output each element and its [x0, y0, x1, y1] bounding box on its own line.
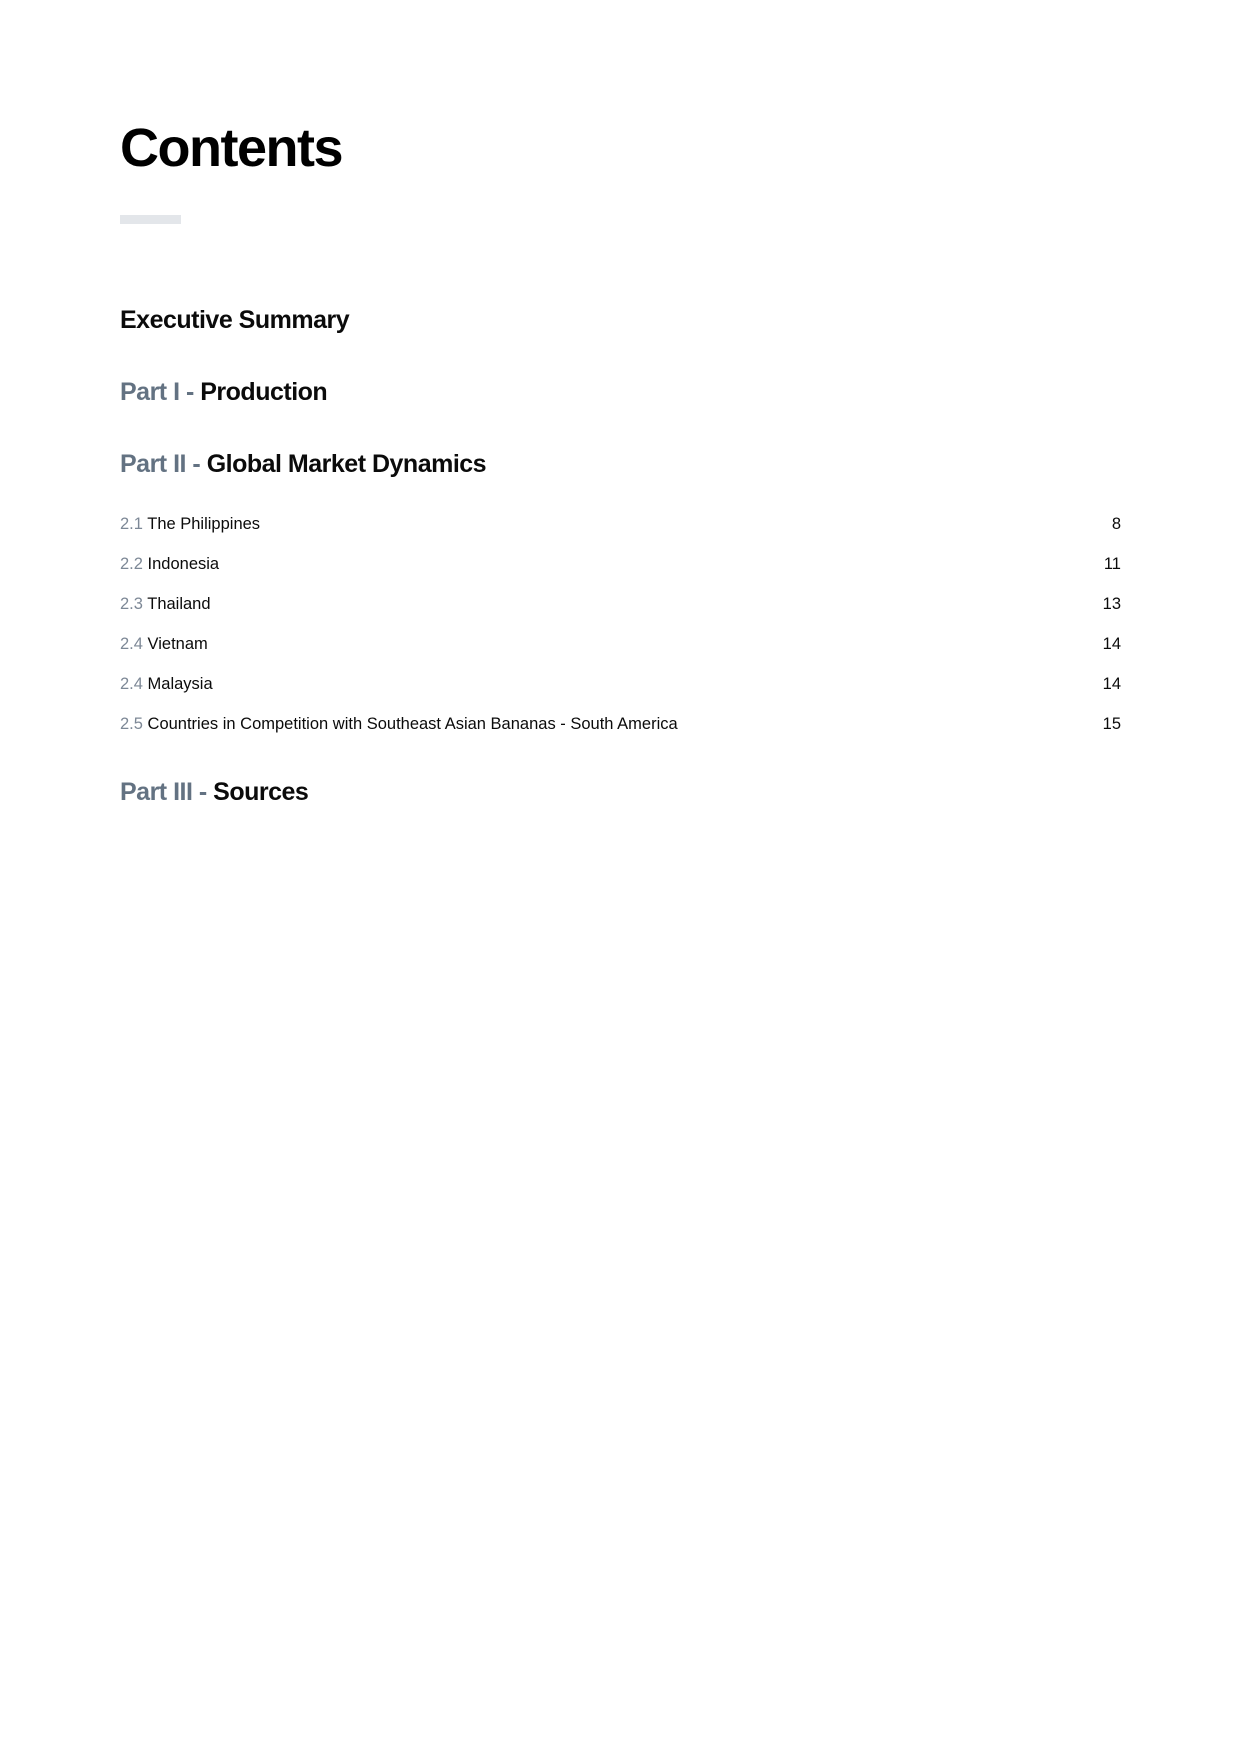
toc-heading-part-3[interactable] — [120, 775, 308, 809]
entry-page-number: 8 — [1111, 515, 1121, 533]
entry-page-number: 15 — [1102, 715, 1121, 733]
entry-label: Vietnam — [147, 635, 208, 653]
toc-entry[interactable] — [120, 672, 1121, 712]
entry-label: Malaysia — [147, 675, 213, 693]
entry-number: 2.2 — [120, 555, 143, 573]
heading-prefix: Part I - — [120, 378, 194, 406]
entry-label: Indonesia — [147, 555, 220, 573]
entry-number: 2.4 — [120, 675, 143, 693]
entry-label: Countries in Competition with Southeast Asian Bananas - South America — [147, 715, 678, 733]
entry-label: Thailand — [147, 595, 211, 613]
toc-entry[interactable] — [120, 712, 1121, 752]
toc-entry-list — [120, 512, 1121, 752]
entry-label: The Philippines — [147, 515, 261, 533]
heading-name: Executive Summary — [120, 306, 350, 334]
toc-heading-part-2[interactable] — [120, 447, 486, 481]
entry-page-number: 14 — [1102, 635, 1121, 653]
entry-page-number: 14 — [1102, 675, 1121, 693]
toc-heading-part-1[interactable] — [120, 375, 327, 409]
heading-prefix: Part II - — [120, 450, 201, 478]
heading-prefix: Part III - — [120, 778, 207, 806]
toc-heading-executive-summary[interactable] — [120, 303, 349, 337]
toc-entry[interactable] — [120, 632, 1121, 672]
heading-name: Sources — [213, 778, 309, 806]
heading-name: Global Market Dynamics — [206, 450, 487, 478]
toc-entry[interactable] — [120, 512, 1121, 552]
page-title: Contents — [120, 118, 342, 178]
title-underline-divider — [120, 215, 181, 224]
entry-number: 2.5 — [120, 715, 143, 733]
entry-page-number: 11 — [1103, 555, 1121, 573]
entry-number: 2.4 — [120, 635, 143, 653]
toc-entry[interactable] — [120, 592, 1121, 632]
entry-number: 2.1 — [120, 515, 143, 533]
entry-number: 2.3 — [120, 595, 143, 613]
toc-entry[interactable] — [120, 552, 1121, 592]
heading-name: Production — [200, 378, 328, 406]
entry-page-number: 13 — [1102, 595, 1121, 613]
